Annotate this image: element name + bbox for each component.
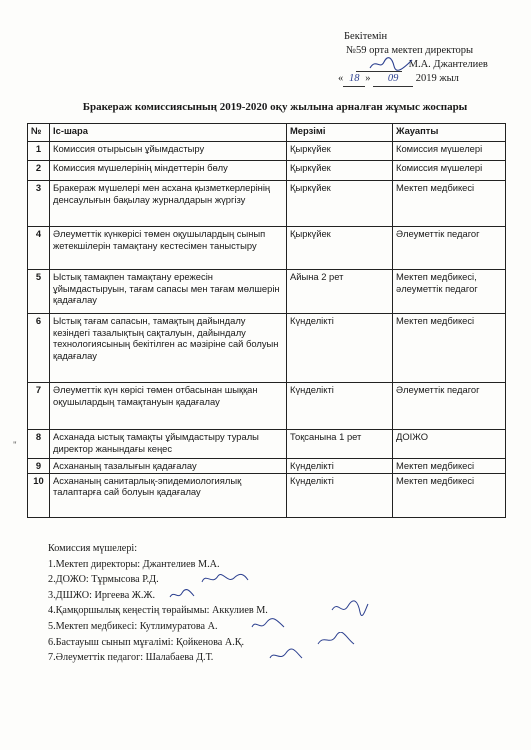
row-deadline: Қыркүйек (287, 142, 393, 161)
row-number: 8 (28, 430, 50, 459)
document-title: Бракераж комиссиясының 2019-2020 оқу жылына арналған жұмыс жоспары (82, 101, 468, 113)
member-signature (250, 617, 286, 633)
approval-position: №59 орта мектеп директоры (346, 45, 474, 56)
member-signature (316, 632, 356, 650)
member-signature (200, 570, 250, 588)
row-responsible: Әлеуметтік педагог (393, 227, 506, 270)
row-number: 10 (28, 473, 50, 517)
row-number: 3 (28, 181, 50, 227)
table-row (28, 181, 506, 227)
work-plan-table (27, 123, 506, 518)
approval-month: 09 (373, 72, 413, 87)
table-row (28, 383, 506, 430)
member-item (48, 650, 448, 666)
approval-year: 2019 жыл (415, 73, 459, 84)
row-number: 1 (28, 142, 50, 161)
approver-name: М.А. Джантелиев (408, 59, 488, 70)
table-row (28, 459, 506, 474)
row-deadline: Күнделікті (287, 473, 393, 517)
approval-day: 18 (343, 72, 365, 87)
member-item-text: 3.ДШЖО: Иргеева Ж.Ж. (48, 589, 156, 601)
member-signature (268, 648, 304, 664)
row-deadline: Қыркүйек (287, 161, 393, 181)
col-responsible-header: Жауапты (393, 124, 506, 142)
row-event: Ыстық тамақпен тамақтану ережесін ұйымдастыруын, тағам сапасы мен тағам мөлшерін қадағалау (50, 270, 287, 314)
member-item (48, 588, 448, 604)
row-deadline: Қыркүйек (287, 181, 393, 227)
member-item-text: 7.Әлеуметтік педагог: Шалабаева Д.Т. (48, 652, 214, 664)
table-row (28, 314, 506, 383)
table-header-row (28, 124, 506, 142)
table-row (28, 430, 506, 459)
member-signature (168, 588, 196, 602)
row-deadline: Тоқсанына 1 рет (287, 430, 393, 459)
approval-heading: Бекітемін (344, 31, 388, 42)
row-event: Асхананың тазалығын қадағалау (50, 459, 287, 474)
member-item (48, 619, 448, 635)
row-event: Ыстық тағам сапасын, тамақтың дайындалу кезіндегі тазалықтың сақталуын, дайындалу технологиясының бекітілген ас мәзіріне сай болуын қадағалау (50, 314, 287, 383)
commission-members (48, 541, 448, 666)
row-number: 7 (28, 383, 50, 430)
row-number: 4 (28, 227, 50, 270)
row-responsible: Мектеп медбикесі (393, 181, 506, 227)
row-event: Комиссия мүшелерінің міндеттерін бөлу (50, 161, 287, 181)
row-event: Бракераж мүшелері мен асхана қызметкерлерінің денсаулығын бақылау журналдарын жүргізу (50, 181, 287, 227)
member-item (48, 603, 448, 619)
row-event: Асханада ыстық тамақты ұйымдастыру туралы директор жанындағы кеңес (50, 430, 287, 459)
row-event: Комиссия отырысын ұйымдастыру (50, 142, 287, 161)
row-number: 6 (28, 314, 50, 383)
member-item (48, 635, 448, 651)
row-responsible: Әлеуметтік педагог (393, 383, 506, 430)
col-number-header: № (28, 124, 50, 142)
table-row (28, 161, 506, 181)
row-responsible: Мектеп медбикесі (393, 459, 506, 474)
row-responsible: Мектеп медбикесі, әлеуметтік педагог (393, 270, 506, 314)
approval-date: « 18 » 09 2019 жыл (338, 72, 518, 87)
row-responsible: Комиссия мүшелері (393, 161, 506, 181)
row-number: 2 (28, 161, 50, 181)
row-event: Әлеуметтік күн көрісі төмен отбасынан шыққан оқушылардың тамақтануын қадағалау (50, 383, 287, 430)
row-number: 9 (28, 459, 50, 474)
row-responsible: Мектеп медбикесі (393, 314, 506, 383)
row-number: 5 (28, 270, 50, 314)
table-row (28, 270, 506, 314)
col-deadline-header: Мерзімі (287, 124, 393, 142)
row-deadline: Күнделікті (287, 459, 393, 474)
director-signature (368, 56, 414, 72)
member-item-text: 5.Мектеп медбикесі: Кутлимуратова А. (48, 620, 218, 632)
member-item: 1.Мектеп директоры: Джантелиев М.А. (48, 558, 220, 570)
table-row (28, 227, 506, 270)
row-event: Әлеуметтік күнкөрісі төмен оқушылардың сынып жетекшілерін тамақтану кестесімен таныстыру (50, 227, 287, 270)
member-item-text: 2.ДОЖО: Тұрмысова Р.Д. (48, 574, 159, 586)
row-deadline: Күнделікті (287, 383, 393, 430)
member-item-text: 6.Бастауыш сынып мұғалімі: Қойкенова А.Қ. (48, 636, 245, 648)
col-event-header: Іс-шара (50, 124, 287, 142)
member-signature (330, 600, 370, 618)
approval-block (338, 30, 518, 87)
row-deadline: Күнделікті (287, 314, 393, 383)
table-row (28, 473, 506, 517)
approval-signature-line (338, 58, 518, 72)
row-responsible: ДОІЖО (393, 430, 506, 459)
row-event: Асхананың санитарлық-эпидемиологиялық талаптарға сай болуын қадағалау (50, 473, 287, 517)
member-item (48, 572, 448, 588)
member-item-text: 4.Қамқоршылық кеңестің төрайымы: Аккулиев М. (48, 605, 268, 617)
members-heading: Комиссия мүшелері: (48, 543, 138, 554)
row-responsible: Мектеп медбикесі (393, 473, 506, 517)
table-row (28, 142, 506, 161)
row-deadline: Қыркүйек (287, 227, 393, 270)
row-deadline: Айына 2 рет (287, 270, 393, 314)
row-responsible: Комиссия мүшелері (393, 142, 506, 161)
margin-mark: " (13, 440, 17, 450)
